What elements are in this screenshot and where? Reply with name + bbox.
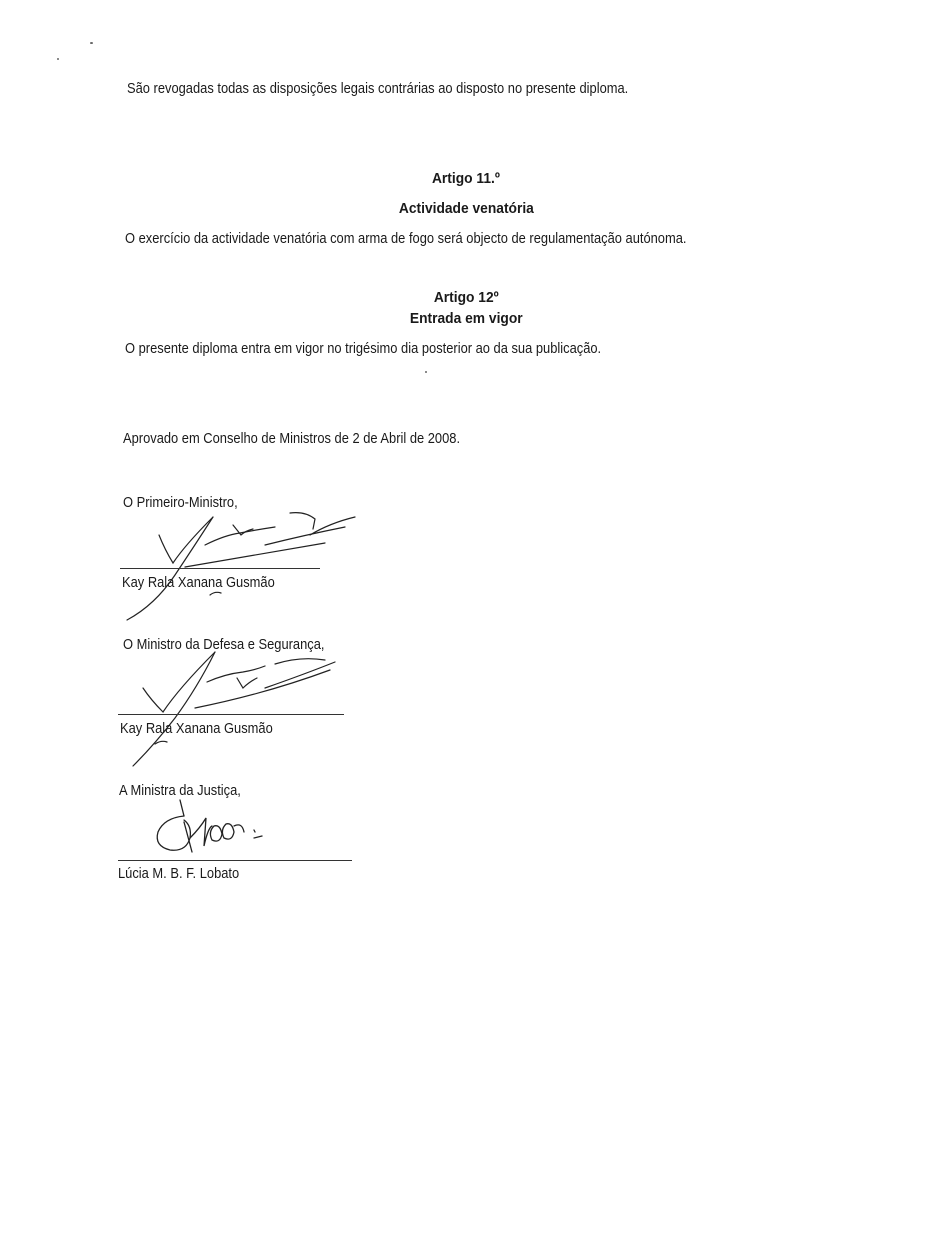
scan-speck	[90, 42, 93, 44]
signatory-name: Kay Rala Xanana Gusmão	[122, 574, 275, 591]
revocation-paragraph: São revogadas todas as disposições legais contrárias ao disposto no presente diploma.	[127, 80, 629, 97]
signature-image	[115, 505, 375, 625]
article-12-heading: Artigo 12º	[433, 289, 499, 306]
signature-line	[118, 714, 344, 715]
article-12-title: Entrada em vigor	[409, 310, 523, 327]
signatory-name: Lúcia M. B. F. Lobato	[118, 865, 240, 882]
article-11-title: Actividade venatória	[398, 200, 534, 217]
signature-image	[150, 798, 280, 858]
scan-speck	[425, 371, 427, 373]
signature-image	[115, 648, 375, 768]
article-12-text: O presente diploma entra em vigor no trigésimo dia posterior ao da sua publicação.	[125, 340, 602, 357]
signature-line	[120, 568, 320, 569]
signatory-name: Kay Rala Xanana Gusmão	[120, 720, 273, 737]
approval-statement: Aprovado em Conselho de Ministros de 2 de Abril de 2008.	[123, 430, 461, 447]
signature-line	[118, 860, 352, 861]
scan-speck	[57, 58, 59, 60]
signatory-role: O Primeiro-Ministro,	[123, 494, 238, 511]
signatory-role: A Ministra da Justiça,	[119, 782, 241, 799]
signatory-role: O Ministro da Defesa e Segurança,	[123, 636, 325, 653]
article-11-heading: Artigo 11.º	[432, 170, 500, 187]
article-11-text: O exercício da actividade venatória com arma de fogo será objecto de regulamentação autónoma.	[125, 230, 687, 247]
